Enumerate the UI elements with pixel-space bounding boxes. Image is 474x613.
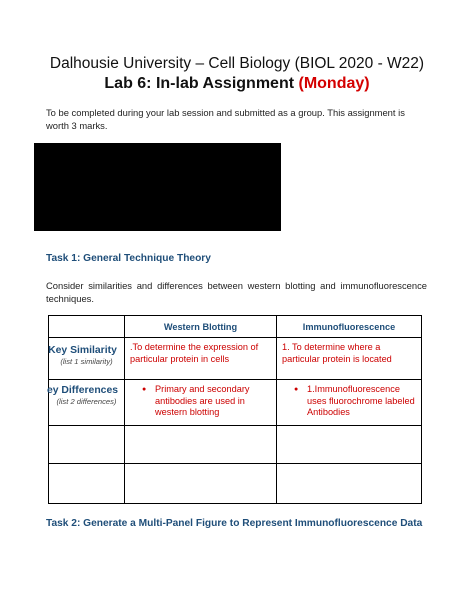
empty-answer-cell[interactable] (277, 464, 422, 504)
task2-heading: Task 2: Generate a Multi-Panel Figure to Represent Immunofluorescence Data (46, 518, 423, 529)
row-hint: (list 2 differences) (56, 397, 117, 406)
answer-cell-western-similarity[interactable] (125, 338, 277, 380)
row-label: Key Similarity (48, 345, 117, 356)
answer-cell-immuno-difference[interactable] (277, 380, 422, 426)
course-line: Dalhousie University – Cell Biology (BIOL 2020 - W22) (49, 55, 425, 72)
task1-heading: Task 1: General Technique Theory (46, 253, 211, 264)
lab-title (0, 75, 474, 93)
comparison-table (48, 315, 422, 504)
redacted-block (34, 143, 281, 231)
answer-text: 1. To determine where a particular protein is located (282, 342, 392, 364)
header-empty-cell (49, 316, 125, 338)
empty-answer-cell[interactable] (125, 426, 277, 464)
header-immuno: Immunofluorescence (277, 316, 422, 338)
list-item: ● Primary and secondary antibodies are used in western blotting (143, 384, 272, 419)
list-item: ● 1.Immunofluorescence uses fluorochrome labeled Antibodies (295, 384, 417, 419)
answer-list (282, 384, 417, 419)
row-label-cell (49, 338, 125, 380)
answer-list (130, 384, 272, 419)
table-row-empty (49, 426, 422, 464)
lab-title-text: Lab 6: In-lab Assignment (104, 75, 295, 92)
row-label: ey Differences (46, 385, 119, 396)
header-western: Western Blotting (125, 316, 277, 338)
empty-answer-cell[interactable] (125, 464, 277, 504)
table-row-empty (49, 464, 422, 504)
answer-cell-western-difference[interactable] (125, 380, 277, 426)
table-row-similarity (49, 338, 422, 380)
row-hint: (list 1 similarity) (60, 357, 113, 366)
answer-text: .To determine the expression of particular protein in cells (130, 342, 259, 364)
table-header-row (49, 316, 422, 338)
empty-label-cell (49, 464, 125, 504)
table-row-differences (49, 380, 422, 426)
empty-label-cell (49, 426, 125, 464)
row-label-cell (46, 380, 125, 426)
empty-answer-cell[interactable] (277, 426, 422, 464)
answer-cell-immuno-similarity[interactable] (277, 338, 422, 380)
intro-text: To be completed during your lab session and submitted as a group. This assignment is worth 3 marks. (46, 107, 405, 131)
lab-day: (Monday) (298, 75, 370, 92)
task1-instructions: Consider similarities and differences between western blotting and immunofluorescence techniques. (46, 280, 427, 304)
